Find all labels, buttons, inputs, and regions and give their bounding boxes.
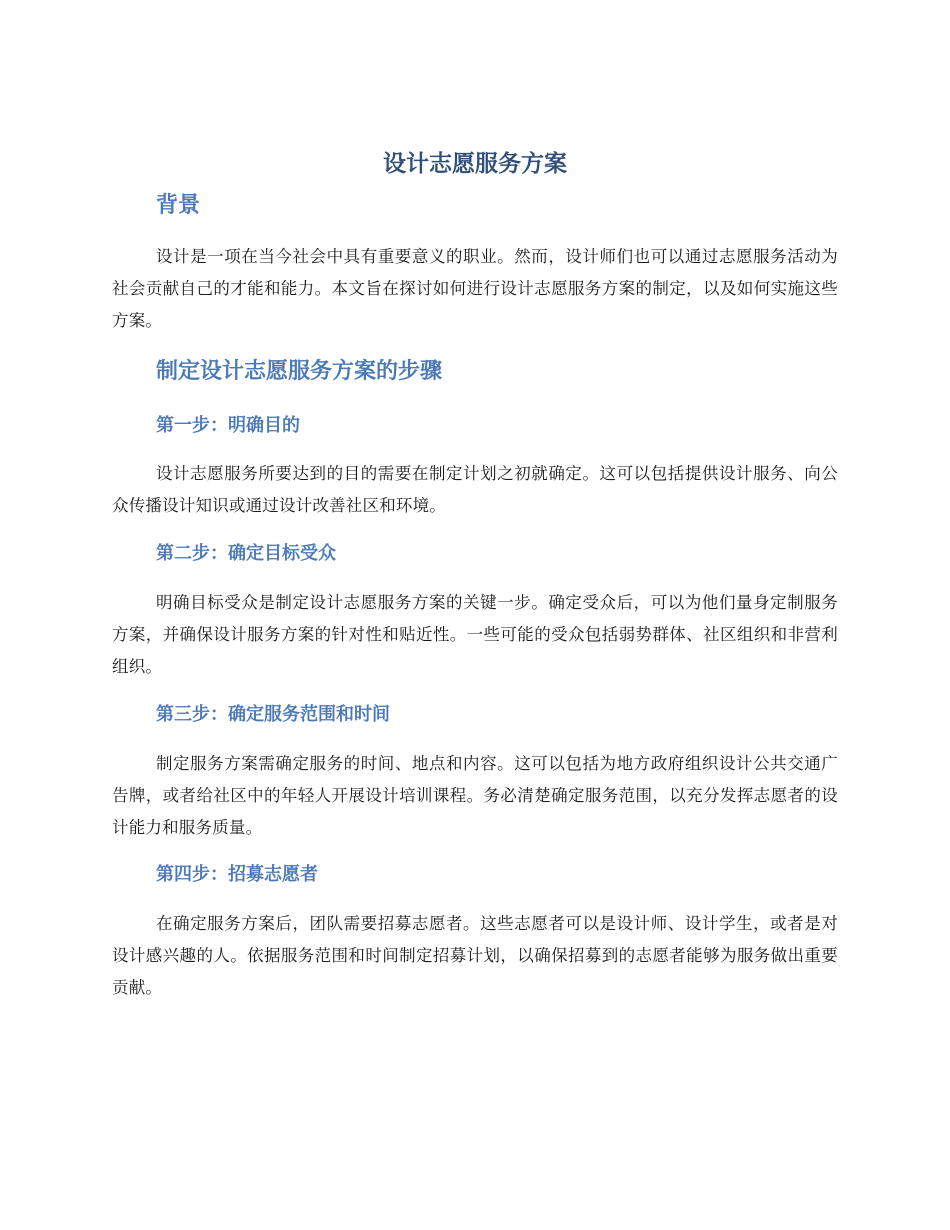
document-title: 设计志愿服务方案: [383, 151, 567, 177]
step2-paragraph: 明确目标受众是制定设计志愿服务方案的关键一步。确定受众后，可以为他们量身定制服务方案，并确保设计服务方案的针对性和贴近性。一些可能的受众包括弱势群体、社区组织和非营利组织。: [112, 593, 838, 676]
step1-paragraph: 设计志愿服务所要达到的目的需要在制定计划之初就确定。这可以包括提供设计服务、向公众传播设计知识或通过设计改善社区和环境。: [112, 464, 838, 515]
step3-heading: 第三步：确定服务范围和时间: [156, 704, 390, 725]
step2-heading: 第二步：确定目标受众: [156, 543, 336, 564]
step1-heading: 第一步：明确目的: [156, 415, 300, 436]
step4-heading: 第四步：招募志愿者: [156, 864, 318, 885]
background-heading: 背景: [156, 193, 201, 218]
step4-paragraph: 在确定服务方案后，团队需要招募志愿者。这些志愿者可以是设计师、设计学生，或者是对设计感兴趣的人。依据服务范围和时间制定招募计划，以确保招募到的志愿者能够为服务做出重要贡献。: [112, 914, 838, 997]
background-paragraph: 设计是一项在当今社会中具有重要意义的职业。然而，设计师们也可以通过志愿服务活动为社会贡献自己的才能和能力。本文旨在探讨如何进行设计志愿服务方案的制定，以及如何实施这些方案。: [112, 247, 838, 330]
steps-heading: 制定设计志愿服务方案的步骤: [156, 359, 443, 384]
step3-paragraph: 制定服务方案需确定服务的时间、地点和内容。这可以包括为地方政府组织设计公共交通广告牌，或者给社区中的年轻人开展设计培训课程。务必清楚确定服务范围，以充分发挥志愿者的设计能力和服务质量。: [112, 754, 838, 837]
